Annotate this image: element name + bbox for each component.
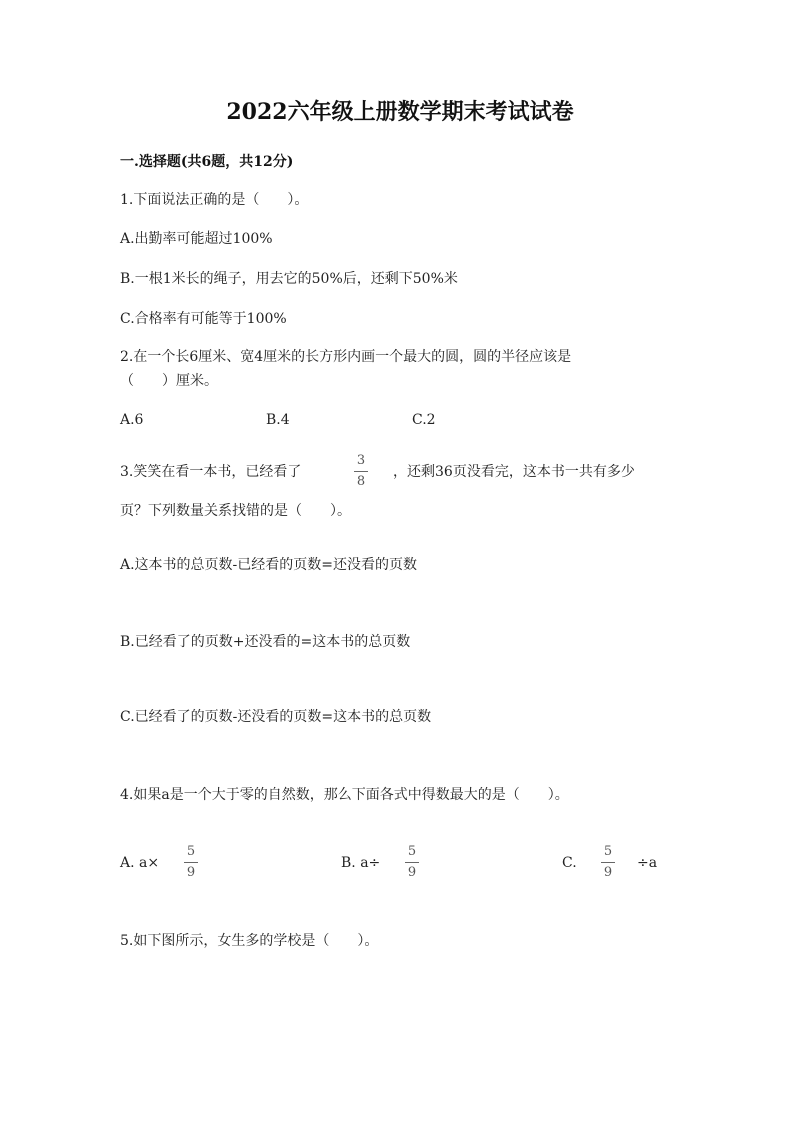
fraction-bar — [601, 862, 615, 863]
fraction-numerator: 5 — [407, 844, 417, 859]
question-2-option-a: A.6 — [120, 412, 144, 428]
question-4-option-c-prefix: C. — [562, 855, 577, 871]
question-4-option-c-fraction — [601, 845, 615, 880]
fraction-denominator: 9 — [407, 865, 417, 880]
question-4-option-a-prefix: A. a× — [120, 855, 160, 871]
question-3-option-a: A.这本书的总页数-已经看的页数=还没看的页数 — [120, 557, 418, 573]
question-2-stem-line-1: 2.在一个长6厘米、宽4厘米的长方形内画一个最大的圆，圆的半径应该是 — [120, 349, 572, 365]
fraction-numerator: 3 — [356, 453, 366, 468]
fraction-bar — [184, 862, 198, 863]
question-1-option-b: B.一根1米长的绳子，用去它的50%后，还剩下50%米 — [120, 271, 458, 287]
question-4-option-a-fraction — [184, 845, 198, 880]
section-heading-multiple-choice: 一.选择题(共6题，共12分) — [120, 154, 294, 170]
fraction-bar — [405, 862, 419, 863]
question-1-option-a: A.出勤率可能超过100% — [120, 231, 273, 247]
fraction-bar — [354, 471, 368, 472]
question-3-stem-line-2: 页？下列数量关系找错的是（ ）。 — [120, 503, 351, 519]
question-3-option-b: B.已经看了的页数+还没看的=这本书的总页数 — [120, 634, 411, 650]
question-4-option-b-fraction — [405, 845, 419, 880]
question-3-stem-part-2: ，还剩36页没看完，这本书一共有多少 — [393, 464, 635, 480]
question-3-stem-part-1: 3.笑笑在看一本书，已经看了 — [120, 464, 302, 480]
question-4-option-b-prefix: B. a÷ — [341, 855, 381, 871]
question-3-option-c: C.已经看了的页数-还没看的页数=这本书的总页数 — [120, 709, 432, 725]
question-2-option-b: B.4 — [266, 412, 290, 428]
question-4-stem: 4.如果a是一个大于零的自然数，那么下面各式中得数最大的是（ ）。 — [120, 787, 569, 803]
question-4-option-c-suffix: ÷a — [637, 855, 658, 871]
exam-title: 2022六年级上册数学期末考试试卷 — [226, 99, 574, 125]
question-1-stem: 1.下面说法正确的是（ ）。 — [120, 192, 309, 208]
question-1-option-c: C.合格率有可能等于100% — [120, 311, 287, 327]
question-2-option-c: C.2 — [412, 412, 436, 428]
fraction-denominator: 9 — [186, 865, 196, 880]
fraction-numerator: 5 — [186, 844, 196, 859]
fraction-denominator: 9 — [603, 865, 613, 880]
question-3-fraction — [354, 454, 368, 489]
fraction-numerator: 5 — [603, 844, 613, 859]
fraction-denominator: 8 — [356, 474, 366, 489]
question-5-stem: 5.如下图所示，女生多的学校是（ ）。 — [120, 933, 379, 949]
question-2-stem-line-2: （ ）厘米。 — [120, 373, 218, 389]
